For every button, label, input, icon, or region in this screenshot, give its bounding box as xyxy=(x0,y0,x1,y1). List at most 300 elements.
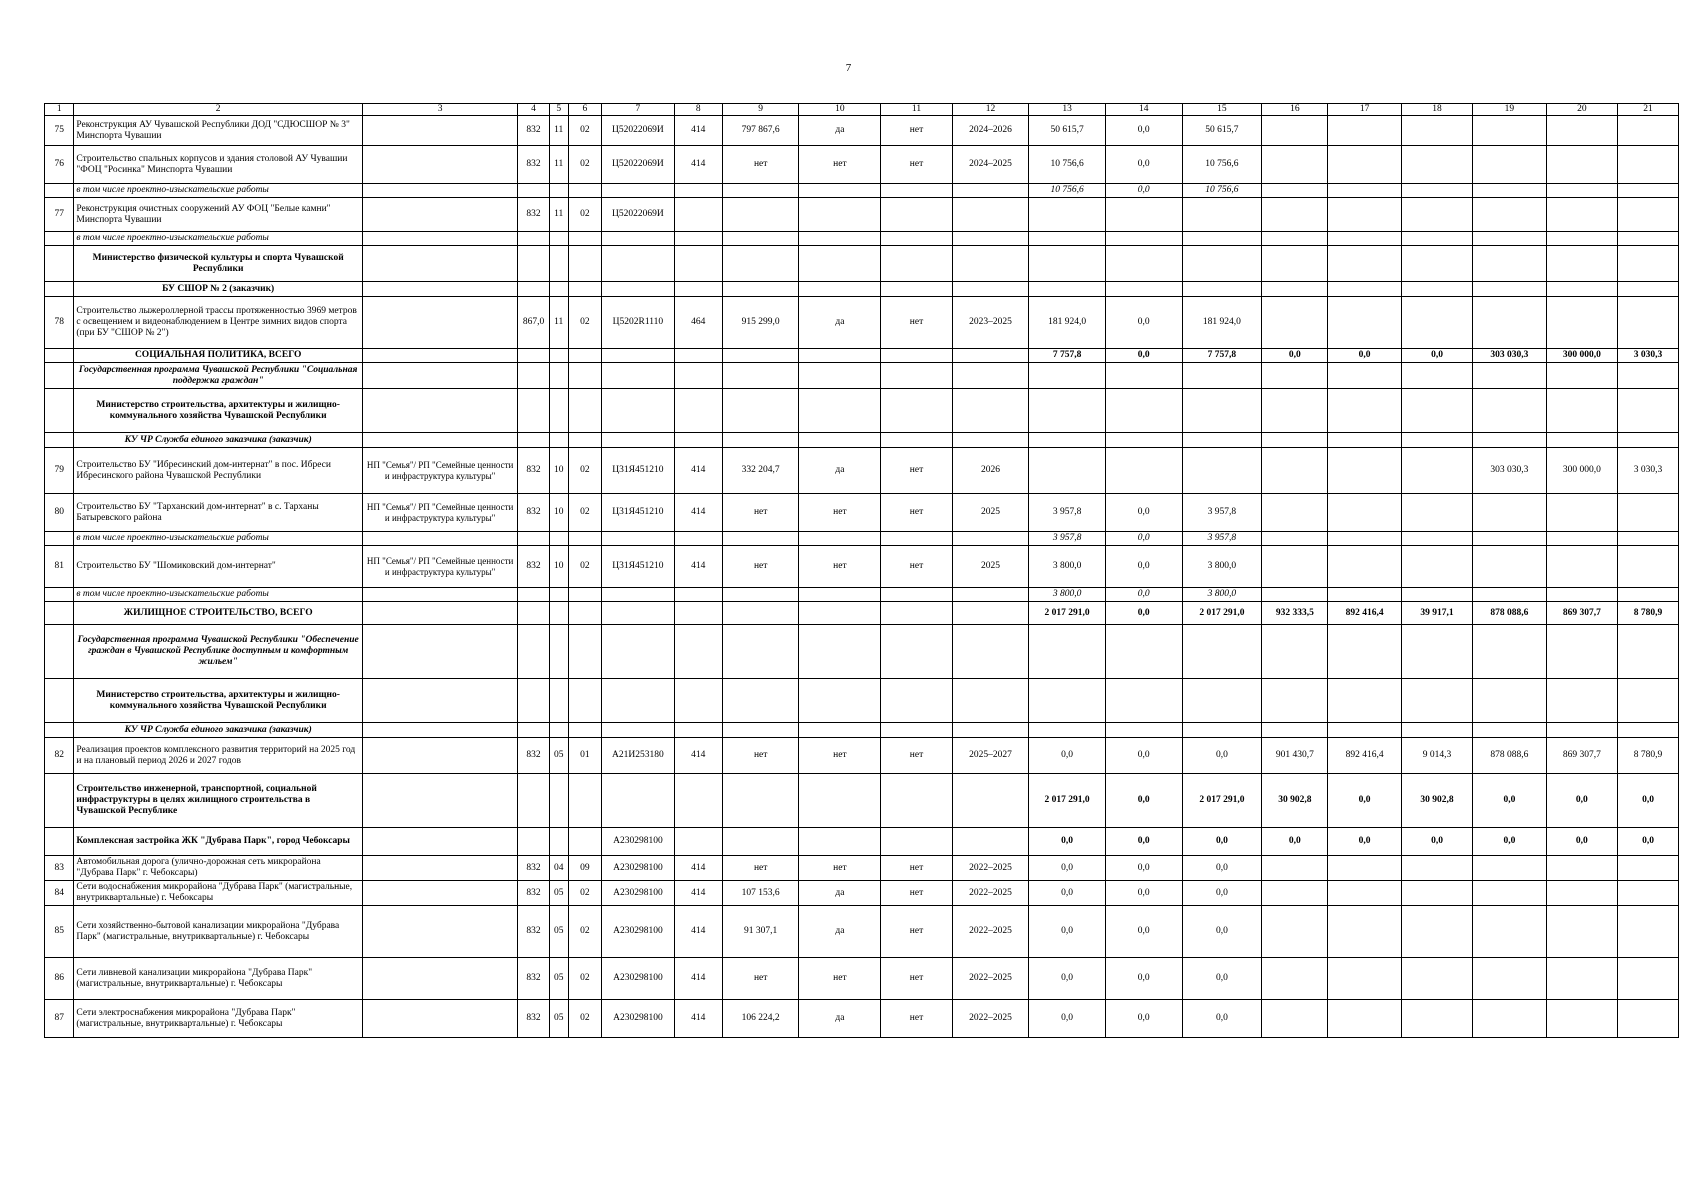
implementation-period: 2026 xyxy=(952,448,1029,494)
subsection: 02 xyxy=(568,881,602,906)
total-2026 xyxy=(1262,232,1328,246)
federal-2026 xyxy=(1328,246,1401,282)
republic-2025: 3 957,8 xyxy=(1182,532,1262,546)
federal-2026 xyxy=(1328,433,1401,448)
column-number-11: 11 xyxy=(881,104,952,116)
implementation-period xyxy=(952,363,1029,389)
column-number-10: 10 xyxy=(799,104,881,116)
total-2025 xyxy=(1029,282,1106,297)
republic-2026 xyxy=(1401,532,1472,546)
expense-type: 414 xyxy=(674,856,722,881)
implementation-period: 2022–2025 xyxy=(952,1000,1029,1038)
federal-2027 xyxy=(1546,856,1617,881)
object-name: Строительство БУ "Шомиковский дом-интернат" xyxy=(74,546,363,588)
total-row xyxy=(45,349,1679,363)
total-2025 xyxy=(1029,246,1106,282)
total-2027 xyxy=(1473,906,1546,958)
section xyxy=(549,679,568,723)
national-project xyxy=(362,433,517,448)
heading-row xyxy=(45,679,1679,723)
total-2026: 0,0 xyxy=(1262,828,1328,856)
republic-2026 xyxy=(1401,389,1472,433)
federal-2025: 0,0 xyxy=(1105,906,1182,958)
republic-2025 xyxy=(1182,625,1262,679)
subsection xyxy=(568,625,602,679)
total-2027 xyxy=(1473,116,1546,146)
table-row xyxy=(45,198,1679,232)
estimated-cost: нет xyxy=(722,738,799,774)
estimated-cost xyxy=(722,232,799,246)
target-article: Ц31Я451210 xyxy=(602,546,674,588)
row-number: 77 xyxy=(45,198,74,232)
table-row xyxy=(45,958,1679,1000)
national-project: НП "Семья"/ РП "Семейные ценности и инфраструктура культуры" xyxy=(362,546,517,588)
republic-2025: 0,0 xyxy=(1182,906,1262,958)
subsection xyxy=(568,389,602,433)
republic-2026: 9 014,3 xyxy=(1401,738,1472,774)
republic-2025: 0,0 xyxy=(1182,1000,1262,1038)
subsection xyxy=(568,246,602,282)
grbs-code xyxy=(518,679,549,723)
group-row xyxy=(45,774,1679,828)
implementation-period: 2022–2025 xyxy=(952,881,1029,906)
national-project xyxy=(362,184,517,198)
total-2027 xyxy=(1473,856,1546,881)
federal-2026 xyxy=(1328,297,1401,349)
total-2026 xyxy=(1262,906,1328,958)
federal-2027 xyxy=(1546,232,1617,246)
republic-2025 xyxy=(1182,433,1262,448)
target-article: Ц31Я451210 xyxy=(602,448,674,494)
federal-2025 xyxy=(1105,679,1182,723)
federal-2027 xyxy=(1546,588,1617,602)
pir-row xyxy=(45,532,1679,546)
budget-table xyxy=(44,103,1679,1038)
total-2025: 2 017 291,0 xyxy=(1029,602,1106,625)
row-number xyxy=(45,232,74,246)
target-article xyxy=(602,532,674,546)
target-article: Ц52022069И xyxy=(602,146,674,184)
federal-2027 xyxy=(1546,116,1617,146)
estimated-cost xyxy=(722,389,799,433)
column-number-4: 4 xyxy=(518,104,549,116)
total-2026 xyxy=(1262,958,1328,1000)
implementation-period xyxy=(952,532,1029,546)
republic-2025 xyxy=(1182,282,1262,297)
design-doc xyxy=(799,282,881,297)
column-number-8: 8 xyxy=(674,104,722,116)
design-doc xyxy=(799,774,881,828)
total-2027: 303 030,3 xyxy=(1473,349,1546,363)
federal-2026 xyxy=(1328,1000,1401,1038)
row-number xyxy=(45,363,74,389)
expertise xyxy=(881,184,952,198)
column-number-5: 5 xyxy=(549,104,568,116)
grbs-code: 832 xyxy=(518,856,549,881)
national-project xyxy=(362,363,517,389)
total-2027 xyxy=(1473,184,1546,198)
design-doc xyxy=(799,433,881,448)
total-2025: 0,0 xyxy=(1029,906,1106,958)
republic-2027 xyxy=(1618,881,1679,906)
federal-2027: 0,0 xyxy=(1546,774,1617,828)
estimated-cost: 332 204,7 xyxy=(722,448,799,494)
row-number: 76 xyxy=(45,146,74,184)
target-article xyxy=(602,282,674,297)
national-project xyxy=(362,282,517,297)
section: 11 xyxy=(549,198,568,232)
federal-2027 xyxy=(1546,1000,1617,1038)
estimated-cost xyxy=(722,723,799,738)
target-article xyxy=(602,246,674,282)
republic-2027 xyxy=(1618,282,1679,297)
national-project xyxy=(362,856,517,881)
total-2027 xyxy=(1473,282,1546,297)
republic-2026 xyxy=(1401,448,1472,494)
design-doc xyxy=(799,198,881,232)
design-doc: нет xyxy=(799,738,881,774)
target-article xyxy=(602,679,674,723)
republic-2027 xyxy=(1618,958,1679,1000)
federal-2025 xyxy=(1105,246,1182,282)
grbs-code: 832 xyxy=(518,738,549,774)
republic-2027 xyxy=(1618,906,1679,958)
federal-2027 xyxy=(1546,723,1617,738)
grbs-code xyxy=(518,184,549,198)
federal-2026 xyxy=(1328,389,1401,433)
implementation-period: 2024–2025 xyxy=(952,146,1029,184)
total-2026 xyxy=(1262,433,1328,448)
object-name: Строительство БУ "Тарханский дом-интернат" в с. Тарханы Батыревского района xyxy=(74,494,363,532)
expense-type xyxy=(674,246,722,282)
national-project xyxy=(362,625,517,679)
federal-2025: 0,0 xyxy=(1105,546,1182,588)
republic-2027 xyxy=(1618,389,1679,433)
republic-2025: 2 017 291,0 xyxy=(1182,774,1262,828)
expertise: нет xyxy=(881,881,952,906)
estimated-cost: 107 153,6 xyxy=(722,881,799,906)
expertise xyxy=(881,232,952,246)
federal-2026: 892 416,4 xyxy=(1328,602,1401,625)
republic-2027: 8 780,9 xyxy=(1618,602,1679,625)
national-project xyxy=(362,349,517,363)
federal-2026 xyxy=(1328,184,1401,198)
expense-type xyxy=(674,602,722,625)
pir-row xyxy=(45,232,1679,246)
federal-2025: 0,0 xyxy=(1105,881,1182,906)
republic-2026 xyxy=(1401,146,1472,184)
row-number: 87 xyxy=(45,1000,74,1038)
object-name: Сети ливневой канализации микрорайона "Дубрава Парк" (магистральные, внутриквартальные) г. Чебоксары xyxy=(74,958,363,1000)
republic-2026 xyxy=(1401,282,1472,297)
estimated-cost: нет xyxy=(722,494,799,532)
target-article xyxy=(602,389,674,433)
row-number xyxy=(45,774,74,828)
federal-2027: 300 000,0 xyxy=(1546,349,1617,363)
design-doc: нет xyxy=(799,958,881,1000)
column-number-20: 20 xyxy=(1546,104,1617,116)
heading-label: Министерство физической культуры и спорта Чувашской Республики xyxy=(74,246,363,282)
subsection: 01 xyxy=(568,738,602,774)
section: 10 xyxy=(549,546,568,588)
total-2026 xyxy=(1262,625,1328,679)
republic-2026 xyxy=(1401,116,1472,146)
subsection xyxy=(568,774,602,828)
subsection xyxy=(568,282,602,297)
republic-2027 xyxy=(1618,116,1679,146)
total-2026 xyxy=(1262,246,1328,282)
subsection: 02 xyxy=(568,546,602,588)
federal-2025 xyxy=(1105,389,1182,433)
republic-2027 xyxy=(1618,532,1679,546)
row-number: 84 xyxy=(45,881,74,906)
republic-2025: 50 615,7 xyxy=(1182,116,1262,146)
total-2025: 0,0 xyxy=(1029,881,1106,906)
expense-type: 414 xyxy=(674,146,722,184)
total-2027 xyxy=(1473,546,1546,588)
total-2025 xyxy=(1029,723,1106,738)
federal-2025: 0,0 xyxy=(1105,856,1182,881)
section: 11 xyxy=(549,116,568,146)
section: 05 xyxy=(549,738,568,774)
target-article xyxy=(602,625,674,679)
estimated-cost xyxy=(722,198,799,232)
federal-2026 xyxy=(1328,448,1401,494)
row-number xyxy=(45,184,74,198)
national-project xyxy=(362,1000,517,1038)
republic-2025 xyxy=(1182,679,1262,723)
total-2027 xyxy=(1473,532,1546,546)
pir-row xyxy=(45,184,1679,198)
expertise xyxy=(881,588,952,602)
federal-2025: 0,0 xyxy=(1105,494,1182,532)
republic-2027 xyxy=(1618,198,1679,232)
estimated-cost xyxy=(722,184,799,198)
republic-2027: 0,0 xyxy=(1618,828,1679,856)
federal-2026 xyxy=(1328,532,1401,546)
republic-2027 xyxy=(1618,588,1679,602)
estimated-cost xyxy=(722,246,799,282)
grbs-code xyxy=(518,532,549,546)
grbs-code xyxy=(518,723,549,738)
republic-2025: 181 924,0 xyxy=(1182,297,1262,349)
implementation-period xyxy=(952,198,1029,232)
federal-2027: 300 000,0 xyxy=(1546,448,1617,494)
federal-2025 xyxy=(1105,433,1182,448)
republic-2027 xyxy=(1618,433,1679,448)
design-doc xyxy=(799,349,881,363)
total-2027 xyxy=(1473,389,1546,433)
expense-type xyxy=(674,433,722,448)
total-2027: 0,0 xyxy=(1473,828,1546,856)
federal-2025: 0,0 xyxy=(1105,184,1182,198)
group-row xyxy=(45,828,1679,856)
estimated-cost: нет xyxy=(722,958,799,1000)
expertise: нет xyxy=(881,738,952,774)
federal-2026: 892 416,4 xyxy=(1328,738,1401,774)
column-number-3: 3 xyxy=(362,104,517,116)
target-article: А21И253180 xyxy=(602,738,674,774)
design-doc xyxy=(799,532,881,546)
total-2026 xyxy=(1262,494,1328,532)
row-number: 80 xyxy=(45,494,74,532)
target-article xyxy=(602,602,674,625)
total-2025: 0,0 xyxy=(1029,1000,1106,1038)
total-2026 xyxy=(1262,116,1328,146)
federal-2027 xyxy=(1546,679,1617,723)
federal-2025: 0,0 xyxy=(1105,738,1182,774)
target-article: А230298100 xyxy=(602,958,674,1000)
federal-2027 xyxy=(1546,958,1617,1000)
federal-2025: 0,0 xyxy=(1105,349,1182,363)
target-article xyxy=(602,363,674,389)
national-project: НП "Семья"/ РП "Семейные ценности и инфраструктура культуры" xyxy=(362,448,517,494)
estimated-cost: нет xyxy=(722,146,799,184)
estimated-cost xyxy=(722,349,799,363)
national-project xyxy=(362,958,517,1000)
section xyxy=(549,246,568,282)
expertise xyxy=(881,282,952,297)
federal-2027 xyxy=(1546,184,1617,198)
expertise xyxy=(881,246,952,282)
republic-2025 xyxy=(1182,389,1262,433)
expense-type xyxy=(674,828,722,856)
total-2026 xyxy=(1262,198,1328,232)
national-project xyxy=(362,881,517,906)
republic-2025 xyxy=(1182,232,1262,246)
national-project: НП "Семья"/ РП "Семейные ценности и инфраструктура культуры" xyxy=(362,494,517,532)
target-article: Ц5202R1110 xyxy=(602,297,674,349)
row-number: 75 xyxy=(45,116,74,146)
section xyxy=(549,723,568,738)
design-doc xyxy=(799,363,881,389)
column-number-15: 15 xyxy=(1182,104,1262,116)
section xyxy=(549,433,568,448)
republic-2026 xyxy=(1401,958,1472,1000)
expertise xyxy=(881,723,952,738)
national-project xyxy=(362,723,517,738)
republic-2026 xyxy=(1401,198,1472,232)
federal-2026 xyxy=(1328,679,1401,723)
design-doc xyxy=(799,828,881,856)
expertise xyxy=(881,774,952,828)
section xyxy=(549,389,568,433)
total-2025: 2 017 291,0 xyxy=(1029,774,1106,828)
federal-2026 xyxy=(1328,232,1401,246)
federal-2027 xyxy=(1546,546,1617,588)
total-2026: 932 333,5 xyxy=(1262,602,1328,625)
national-project xyxy=(362,679,517,723)
design-doc: да xyxy=(799,881,881,906)
design-doc: нет xyxy=(799,494,881,532)
republic-2025: 10 756,6 xyxy=(1182,146,1262,184)
expertise xyxy=(881,602,952,625)
column-number-14: 14 xyxy=(1105,104,1182,116)
row-number xyxy=(45,433,74,448)
estimated-cost: 106 224,2 xyxy=(722,1000,799,1038)
grbs-code xyxy=(518,389,549,433)
total-2027 xyxy=(1473,723,1546,738)
federal-2025 xyxy=(1105,198,1182,232)
grbs-code xyxy=(518,774,549,828)
federal-2026 xyxy=(1328,881,1401,906)
expertise xyxy=(881,389,952,433)
target-article: А230298100 xyxy=(602,881,674,906)
expertise xyxy=(881,828,952,856)
total-2027 xyxy=(1473,198,1546,232)
federal-2027 xyxy=(1546,282,1617,297)
total-2027 xyxy=(1473,958,1546,1000)
national-project xyxy=(362,297,517,349)
total-2025 xyxy=(1029,433,1106,448)
republic-2027: 0,0 xyxy=(1618,774,1679,828)
table-row xyxy=(45,881,1679,906)
design-doc xyxy=(799,232,881,246)
federal-2025 xyxy=(1105,282,1182,297)
table-row xyxy=(45,116,1679,146)
grbs-code xyxy=(518,602,549,625)
republic-2025: 10 756,6 xyxy=(1182,184,1262,198)
pir-row xyxy=(45,588,1679,602)
heading-label: Министерство строительства, архитектуры и жилищно-коммунального хозяйства Чувашской Республики xyxy=(74,389,363,433)
republic-2027: 8 780,9 xyxy=(1618,738,1679,774)
object-name: Строительство спальных корпусов и здания столовой АУ Чувашии "ФОЦ "Росинка" Минспорта Чувашии xyxy=(74,146,363,184)
estimated-cost xyxy=(722,625,799,679)
federal-2027 xyxy=(1546,881,1617,906)
federal-2026 xyxy=(1328,198,1401,232)
total-2025 xyxy=(1029,625,1106,679)
object-name: Реализация проектов комплексного развития территорий на 2025 год и на плановый период 2026 и 2027 годов xyxy=(74,738,363,774)
republic-2026 xyxy=(1401,723,1472,738)
implementation-period xyxy=(952,774,1029,828)
federal-2025: 0,0 xyxy=(1105,828,1182,856)
subsection xyxy=(568,349,602,363)
column-number-16: 16 xyxy=(1262,104,1328,116)
subsection xyxy=(568,602,602,625)
expense-type: 414 xyxy=(674,448,722,494)
total-2026 xyxy=(1262,146,1328,184)
design-doc xyxy=(799,723,881,738)
total-2026 xyxy=(1262,856,1328,881)
republic-2026 xyxy=(1401,906,1472,958)
federal-2026 xyxy=(1328,856,1401,881)
grbs-code: 832 xyxy=(518,906,549,958)
expertise: нет xyxy=(881,448,952,494)
estimated-cost: 91 307,1 xyxy=(722,906,799,958)
total-2027 xyxy=(1473,246,1546,282)
section xyxy=(549,232,568,246)
pir-label: в том числе проектно-изыскательские работы xyxy=(74,532,363,546)
expertise xyxy=(881,198,952,232)
total-2025: 3 800,0 xyxy=(1029,546,1106,588)
total-2026 xyxy=(1262,723,1328,738)
total-2026 xyxy=(1262,546,1328,588)
heading-label: КУ ЧР Служба единого заказчика (заказчик) xyxy=(74,433,363,448)
heading-label: Государственная программа Чувашской Республики "Социальная поддержка граждан" xyxy=(74,363,363,389)
design-doc xyxy=(799,602,881,625)
federal-2025: 0,0 xyxy=(1105,146,1182,184)
expense-type: 414 xyxy=(674,116,722,146)
table-row xyxy=(45,494,1679,532)
implementation-period xyxy=(952,282,1029,297)
grbs-code xyxy=(518,828,549,856)
national-project xyxy=(362,588,517,602)
republic-2025: 7 757,8 xyxy=(1182,349,1262,363)
implementation-period xyxy=(952,679,1029,723)
republic-2025: 0,0 xyxy=(1182,958,1262,1000)
expertise: нет xyxy=(881,546,952,588)
section xyxy=(549,184,568,198)
